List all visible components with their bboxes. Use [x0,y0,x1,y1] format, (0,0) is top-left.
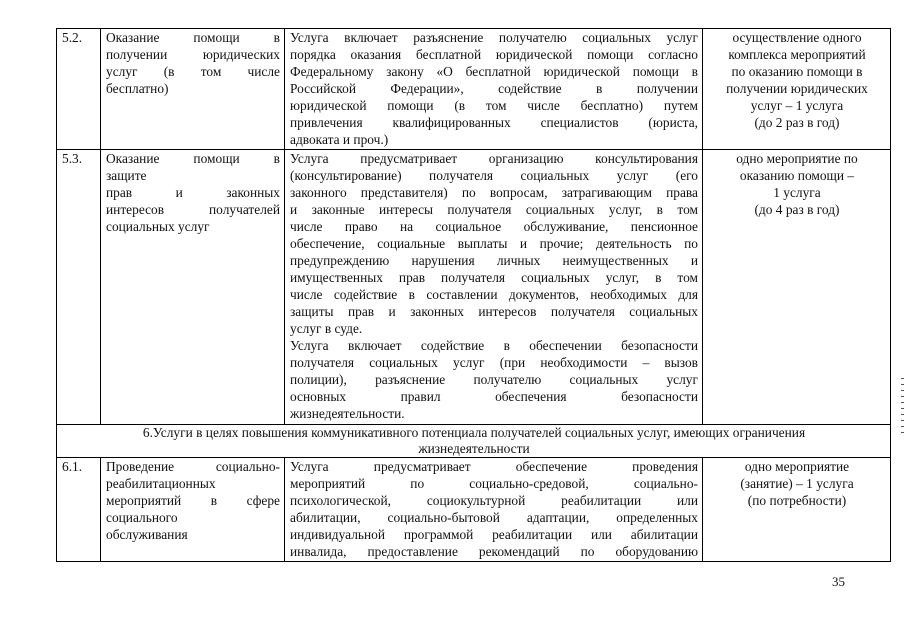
text-line: комплекса мероприятий [728,47,866,62]
text-line: привлечения квалифицированных специалистов (юриста, [290,115,698,130]
text-line: адвоката и проч.) [290,132,389,147]
text-line: получателя социальных услуг (при необходимости – вызов [290,355,698,370]
text-line: (по потребности) [747,493,847,508]
text-line: Услуга предусматривает обеспечение проведения [290,459,698,474]
text-line: полиции), разъяснение получателю социальных услуг [290,372,698,387]
text-line: получении юридических [106,47,280,62]
service-volume [703,458,891,562]
text-line: юридической помощи (в том числе бесплатно) путем [290,98,698,113]
text-line: (до 2 раз в год) [754,115,840,130]
text-line: (до 4 раз в год) [754,202,840,217]
section-header-row [57,425,891,458]
text-line: 1 услуга [773,185,821,200]
text-line: (консультирование) получателя социальных услуг (его [290,168,698,183]
text-line: социального [106,510,178,525]
text-line: абилитации, социально-бытовой адаптации, определенных [290,510,698,525]
text-line: по оказанию помощи в [731,64,863,79]
text-line: получении юридических [726,81,868,96]
text-line: инвалида, предоставление рекомендаций по оборудованию [290,544,698,559]
text-line: одно мероприятие [744,459,850,474]
text-line: порядка оказания бесплатной юридической помощи согласно [290,47,698,62]
page-number: 35 [832,574,845,589]
text-line: прав и законных [106,185,280,200]
text-line: основных правил обеспечения безопасности [290,389,698,404]
text-line: жизнедеятельности [418,441,530,456]
text-line: реабилитационных [106,476,216,491]
text-line: услуг в суде. [290,321,363,336]
text-line: индивидуальной программой реабилитации или абилитации [290,527,698,542]
text-line: и законные интересы получателя социальных услуг, в том [290,202,698,217]
text-line: Услуга включает разъяснение получателю социальных услуг [290,30,698,45]
service-name [101,458,285,562]
table-row [57,150,891,425]
text-line: Российской Федерации», содействие в получении [290,81,698,96]
text-line: услуг (в том числе [106,64,280,79]
service-name [101,29,285,150]
text-line: (занятие) – 1 услуга [740,476,854,491]
service-name [101,150,285,425]
text-line: осуществление одного [732,30,862,45]
text-line: бесплатно) [106,81,169,96]
text-line: интересов получателей [106,202,280,217]
text-line: Оказание помощи в [106,151,280,166]
row-number: 5.3. [57,150,101,425]
row-number: 5.2. [57,29,101,150]
text-line: законного представителя) по вопросам, затрагивающим права [290,185,698,200]
text-line: обеспечение, социальные выплаты и прочие; деятельность по [290,236,698,251]
text-line: мероприятий по социально-средовой, социально- [290,476,698,491]
text-line: предупреждению нарушения личных неимущественных и [290,253,698,268]
text-line: услуг – 1 услуга [750,98,844,113]
service-description [285,150,703,425]
text-line: мероприятий в сфере [106,493,280,508]
table-row [57,458,891,562]
services-table [56,28,891,562]
service-description [285,458,703,562]
text-line: числе содействие в составлении документов, необходимых для [290,287,698,302]
text-line: социальных услуг [106,219,210,234]
text-line: защите [106,168,147,183]
service-description [285,29,703,150]
table-row [57,29,891,150]
text-line: Проведение социально- [106,459,280,474]
row-number: 6.1. [57,458,101,562]
text-line: психологической, социокультурной реабилитации или [290,493,698,508]
text-line: жизнедеятельности. [290,406,405,421]
service-volume [703,29,891,150]
text-line: защиты прав и законных интересов получателя социальных [290,304,698,319]
text-line: 6.Услуги в целях повышения коммуникативного потенциала получателей социальных услуг, имеющих ограничения [142,425,806,440]
section-title [57,425,891,458]
text-line: одно мероприятие по [736,151,858,166]
text-line: Услуга включает содействие в обеспечении безопасности [290,338,698,353]
text-line: Оказание помощи в [106,30,280,45]
scan-edge-marks [901,378,905,438]
text-line: Услуга предусматривает организацию консультирования [290,151,698,166]
service-volume [703,150,891,425]
text-line: обслуживания [106,527,188,542]
text-line: Федеральному закону «О бесплатной юридической помощи в [290,64,698,79]
text-line: числе право на социальное обслуживание, пенсионное [290,219,698,234]
text-line: имущественных прав получателя социальных услуг, в том [290,270,698,285]
text-line: оказанию помощи – [739,168,855,183]
